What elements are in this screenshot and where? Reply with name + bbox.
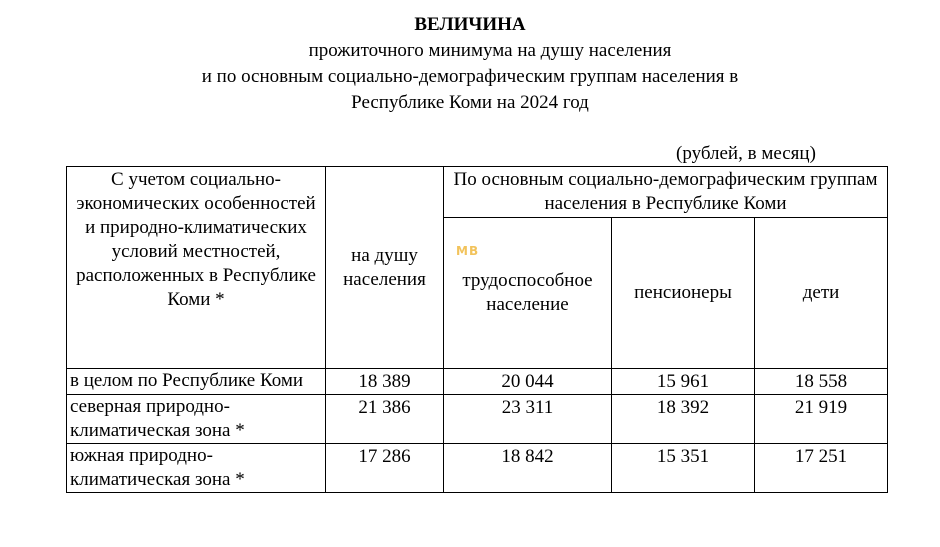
header-region: С учетом социально-экономических особенностей и природно-климатических условий местностей, расположенных в Республике Коми * [67,167,326,369]
header-children: дети [755,218,888,369]
header-working: трудоспособное население [444,218,612,369]
row-label: северная природно-климатическая зона * [67,395,326,444]
table-header-row [67,167,888,218]
document-heading: ВЕЛИЧИНА [414,14,526,35]
header-pensioners: пенсионеры [612,218,755,369]
title-line-3: Республике Коми на 2024 год [351,92,589,113]
title-line-2: и по основным социально-демографическим группам населения в [201,66,739,87]
subsistence-minimum-table [66,166,888,493]
cell-children: 18 558 [755,369,888,395]
cell-per-capita: 21 386 [326,395,444,444]
cell-children: 21 919 [755,395,888,444]
row-label: в целом по Республике Коми [67,369,326,395]
cell-working: 23 311 [444,395,612,444]
row-label: южная природно-климатическая зона * [67,444,326,493]
table-row [67,369,888,395]
cell-pensioners: 18 392 [612,395,755,444]
cell-children: 17 251 [755,444,888,493]
table-row [67,395,888,444]
table-row [67,444,888,493]
units-label: (рублей, в месяц) [676,143,816,164]
cell-working: 18 842 [444,444,612,493]
cell-pensioners: 15 351 [612,444,755,493]
cell-per-capita: 17 286 [326,444,444,493]
header-per-capita: на душу населения [326,167,444,369]
cell-per-capita: 18 389 [326,369,444,395]
header-groups: По основным социально-демографическим группам населения в Республике Коми [444,167,888,218]
cell-pensioners: 15 961 [612,369,755,395]
cell-working: 20 044 [444,369,612,395]
title-line-1: прожиточного минимума на душу населения [308,40,672,61]
watermark: MB [456,244,480,258]
